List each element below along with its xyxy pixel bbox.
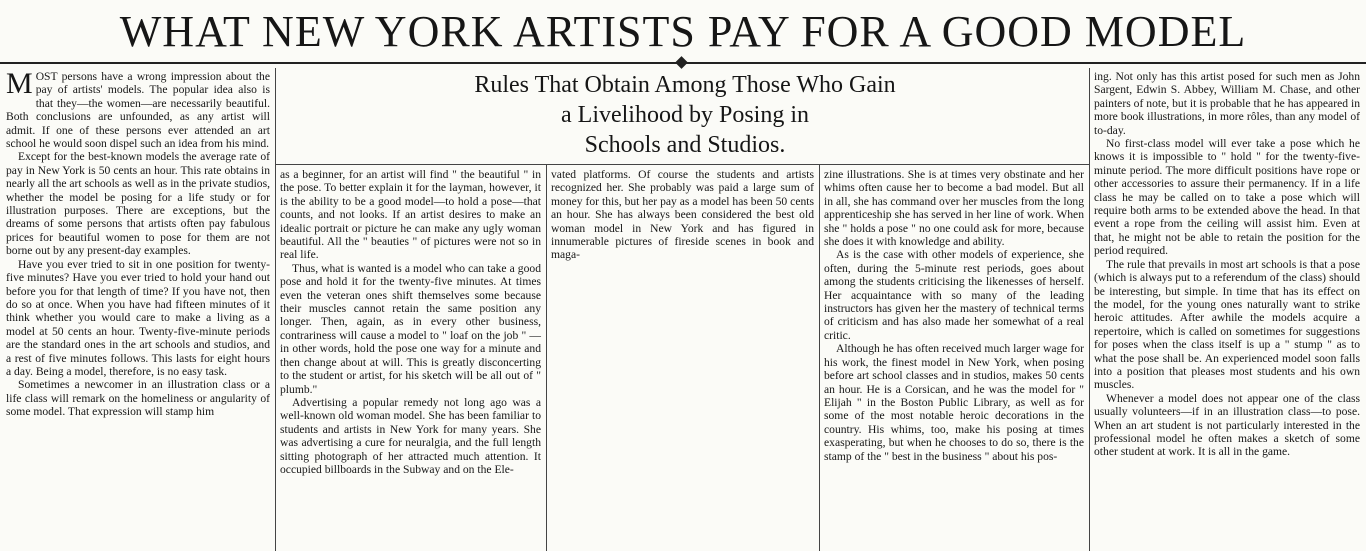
deck-line: Rules That Obtain Among Those Who Gain (474, 72, 896, 98)
article-column-4 (824, 168, 1084, 463)
paragraph: Advertising a popular remedy not long ago was a well-known old woman model. She has been familiar to students and artists in New York for many years. She was advertising a cure for neuralgia, and the full length sitting photograph of her attracted much attention. It occupied billboards in the Subway and on the Ele- (280, 395, 541, 476)
paragraph: vated platforms. Of course the students and artists recognized her. She probably was paid a large sum of money for this, but her pay as a model has been 50 cents an hour. She has always been considered the best old woman model in New York and has figured in innumerable pictures of fireside scenes in book and maga- (551, 168, 814, 262)
article-column-5 (1094, 70, 1360, 459)
deck-line: a Livelihood by Posing in (561, 102, 809, 128)
subheadline-deck (290, 70, 1080, 160)
deck-rule (276, 164, 1089, 165)
deck-line: Schools and Studios. (584, 132, 786, 158)
paragraph: As is the case with other models of experience, she often, during the 5-minute rest periods, goes about among the students criticising the likenesses of herself. Her acquaintance with so many of the leading instructors has given her the mastery of technical terms of criticism and has also made her somewhat of a real critic. (824, 248, 1084, 342)
paragraph: as a beginner, for an artist will find " the beautiful " in the pose. To better explain it for the layman, however, it is the ability to be a good model—to hold a pose—that counts, and not looks. If an artist desires to make an idealic portrait or picture he can make any ugly woman beautiful. All the " beauties " of pictures were not so in real life. (280, 168, 541, 262)
diamond-ornament-icon (675, 56, 688, 69)
paragraph: Thus, what is wanted is a model who can take a good pose and hold it for the twenty-five minutes. At times even the veteran ones shift themselves some because their muscles cannot retain the same position any longer. Then, again, as in every other business, contrariness will cause a model to " loaf on the job " —in other words, hold the pose one way for a minute and then change about at will. This is greatly disconcerting to the student or artist, for his sketch will be all out of " plumb." (280, 261, 541, 396)
paragraph: Whenever a model does not appear one of the class usually volunteers—if in an illustration class—to pose. When an art student is not particularly interested in the professional model he often makes a sketch of some other student at work. It is all in the game. (1094, 391, 1360, 459)
column-divider (819, 165, 820, 551)
drop-cap: M (6, 67, 33, 100)
article-column-1 (6, 67, 271, 419)
paragraph: Sometimes a newcomer in an illustration class or a life class will remark on the homeliness or angularity of some model. That expression will stamp him (6, 378, 270, 419)
paragraph: Except for the best-known models the average rate of pay in New York is 50 cents an hour. This rate obtains in nearly all the art schools as well as in the private studios, whether the model be posing for a life study or for illustration purposes. There are exceptions, but the dreams of some persons that artists often pay fabulous prices for beautiful women to pose for them are not borne out by any present-day examples. (6, 150, 271, 258)
paragraph: Although he has often received much larger wage for his work, the finest model in New York, when posing before art school classes and in studios, makes 50 cents an hour. He is a Corsican, and he was the model for " Elijah " in the Boston Public Library, as well as for some of the most notable heroic decorations in the country. His whims, too, make his posing at times exasperating, but when he chooses to do so, there is the stamp of the " best in the business " about his pos- (824, 342, 1084, 463)
paragraph: MOST persons have a wrong impression about the pay of artists' models. The popular idea also is that they—the women—are necessarily beautiful. Both conclusions are unfounded, as any artist will admit. If one of these persons ever attended an art school he would soon dispel such an idea from his mind. (6, 67, 270, 151)
column-divider (546, 165, 547, 551)
headline: WHAT NEW YORK ARTISTS PAY FOR A GOOD MODEL (119, 7, 1247, 56)
paragraph: Have you ever tried to sit in one position for twenty-five minutes? Have you ever tried to hold your hand out before you for that length of time? If you have not, then do so at once. When you have had fifteen minutes of it think whether you would care to make a living as a model at 50 cents an hour. Twenty-five-minute periods are the standard ones in the art schools and studios, and a rest of five minutes follows. This lasts for eight hours a day. Being a model, therefore, is no easy task. (6, 257, 270, 378)
column-divider (275, 68, 276, 551)
paragraph: ing. Not only has this artist posed for such men as John Sargent, Edwin S. Abbey, William M. Chase, and other painters of note, but it is probable that he has appeared in more book illustrations, in more rôles, than any model of to-day. (1094, 70, 1360, 137)
paragraph: zine illustrations. She is at times very obstinate and her whims often cause her to become a bad model. But all in all, she has command over her muscles from the long apprenticeship she has served in her line of work. When she " holds a pose " no one could ask for more, because she does it with knowledge and ability. (824, 168, 1084, 249)
paragraph: The rule that prevails in most art schools is that a pose (which is always put to a referendum of the class) should be interesting, but simple. In time that has its effect on the model, for the young ones naturally want to strike heroic attitudes. After awhile the models acquire a repertoire, which is called on sometimes for suggestions for poses when the class itself is up a " stump " as to what the pose shall be. An experienced model soon falls into a position that pleases most students and his own muscles. (1094, 257, 1360, 392)
article-column-3 (551, 168, 814, 262)
column-divider (1089, 68, 1090, 551)
article-column-2 (280, 168, 541, 476)
paragraph: No first-class model will ever take a pose which he knows it is impossible to " hold " for the twenty-five-minute period. The more difficult positions have rope or other accessories to assure their permanency. If in a life class he may be called on to take a pose which will require both arms to be extended above the head. In that event a rope from the ceiling will assist him. Even at that, he might not be able to retain the position for the period required. (1094, 137, 1360, 258)
